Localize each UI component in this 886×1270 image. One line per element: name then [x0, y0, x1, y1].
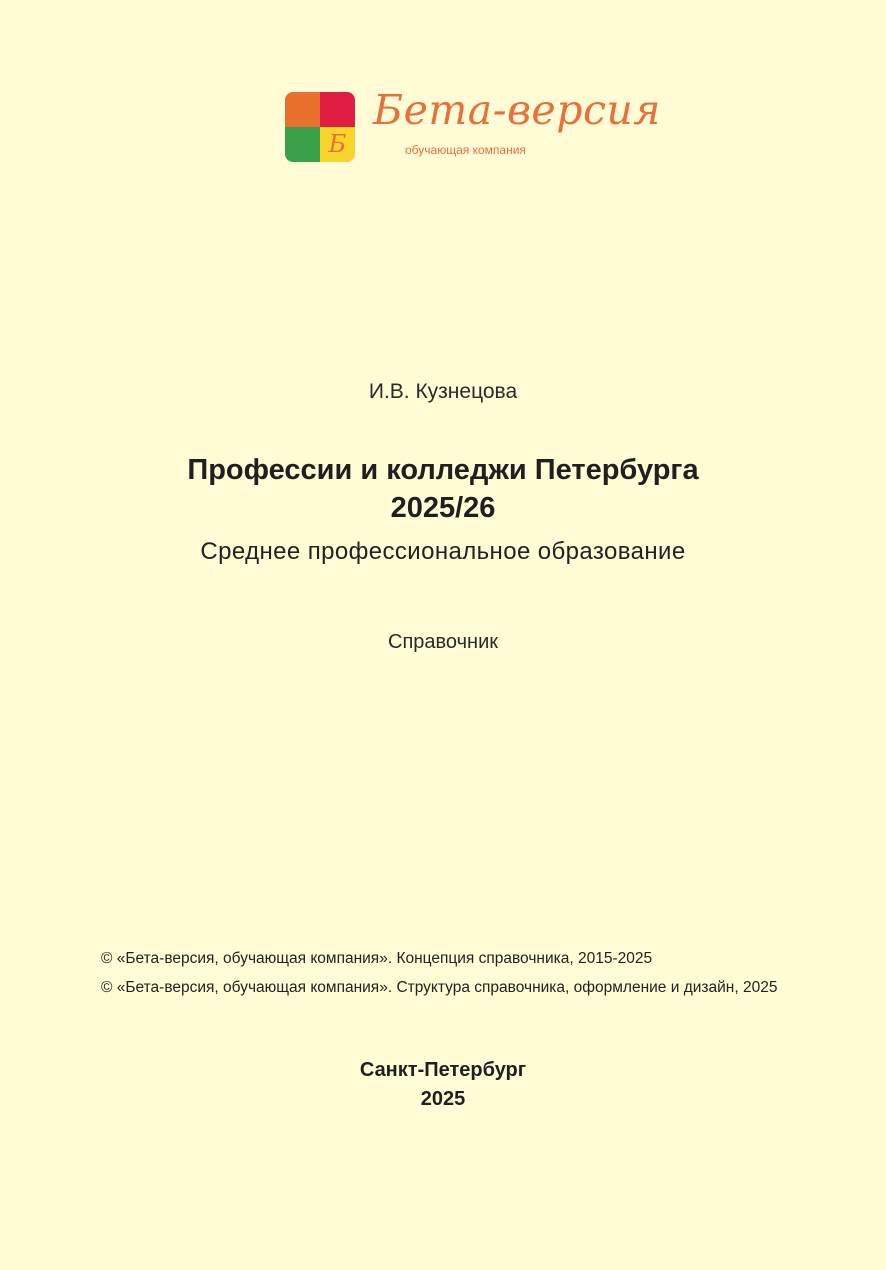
- book-title-line-2: 2025/26: [390, 492, 496, 524]
- logo-quadrant-red: [320, 92, 355, 127]
- imprint-city: Санкт-Петербург: [359, 1059, 527, 1081]
- logo-brand-subtitle: обучающая компания: [405, 143, 526, 157]
- book-title: [0, 451, 886, 527]
- logo-quadrant-orange: [285, 92, 320, 127]
- logo-mark: [285, 92, 355, 162]
- copyright-line-1: © «Бета-версия, обучающая компания». Концепция справочника, 2015-2025: [101, 950, 653, 967]
- logo-letter: Б: [328, 130, 347, 158]
- author-name: И.В. Кузнецова: [368, 380, 518, 403]
- logo-brand-name: Бета-версия: [373, 86, 661, 134]
- copyright-line-2: © «Бета-версия, обучающая компания». Структура справочника, оформление и дизайн, 2025: [101, 979, 778, 996]
- document-type: Справочник: [388, 631, 498, 653]
- publisher-logo: [285, 86, 661, 170]
- book-subtitle: Среднее профессиональное образование: [200, 538, 686, 565]
- logo-quadrant-green: [285, 127, 320, 162]
- imprint-year: 2025: [420, 1088, 466, 1110]
- book-title-line-1: Профессии и колледжи Петербурга: [187, 454, 699, 486]
- imprint: [0, 1056, 886, 1114]
